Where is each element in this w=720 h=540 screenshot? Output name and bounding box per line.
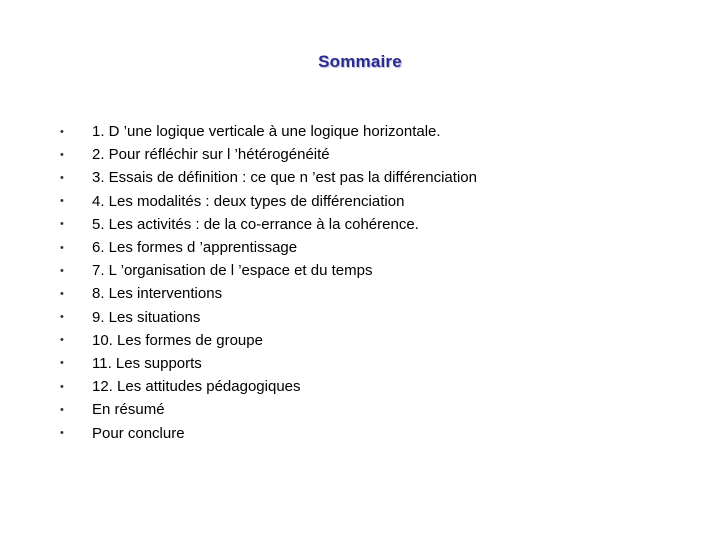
bullet-icon: • [60,357,64,370]
slide-title: Sommaire [318,52,402,71]
toc-item [56,143,477,166]
bullet-icon: • [60,311,64,324]
toc-item [56,190,477,213]
toc-item-label: Pour conclure [92,424,185,442]
toc-item-label: 5. Les activités : de la co-errance à la cohérence. [92,215,419,233]
bullet-icon: • [60,125,64,138]
toc-item-label: 6. Les formes d ’apprentissage [92,239,298,257]
bullet-icon: • [60,148,64,161]
toc-item-label: 8. Les interventions [92,285,223,303]
toc-item [56,352,477,375]
bullet-icon: • [60,171,64,184]
toc-item [56,398,477,421]
toc-item [56,282,477,305]
toc-item [56,259,477,282]
toc-item-label: En résumé [92,401,165,419]
bullet-icon: • [60,403,64,416]
toc-item-label: 11. Les supports [92,354,202,372]
toc-item [56,166,477,189]
toc-item-label: 1. D ’une logique verticale à une logique horizontale. [92,123,441,141]
toc-item-label: 10. Les formes de groupe [92,331,263,349]
toc-item [56,236,477,259]
bullet-icon: • [60,264,64,277]
toc-item [56,375,477,398]
toc-item [56,329,477,352]
toc-item [56,306,477,329]
bullet-icon: • [60,218,64,231]
toc-item-label: 9. Les situations [92,308,201,326]
toc-item-label: 7. L ’organisation de l ’espace et du temps [92,262,373,280]
bullet-icon: • [60,287,64,300]
toc-item [56,213,477,236]
toc-item-label: 2. Pour réfléchir sur l ’hétérogénéité [92,146,330,164]
toc-item-label: 12. Les attitudes pédagogiques [92,378,301,396]
toc-item-label: 3. Essais de définition : ce que n ’est pas la différenciation [92,169,477,187]
toc-item [56,421,477,444]
table-of-contents [56,120,477,445]
bullet-icon: • [60,380,64,393]
bullet-icon: • [60,427,64,440]
bullet-icon: • [60,334,64,347]
bullet-icon: • [60,195,64,208]
bullet-icon: • [60,241,64,254]
toc-item [56,120,477,143]
toc-item-label: 4. Les modalités : deux types de différenciation [92,192,405,210]
